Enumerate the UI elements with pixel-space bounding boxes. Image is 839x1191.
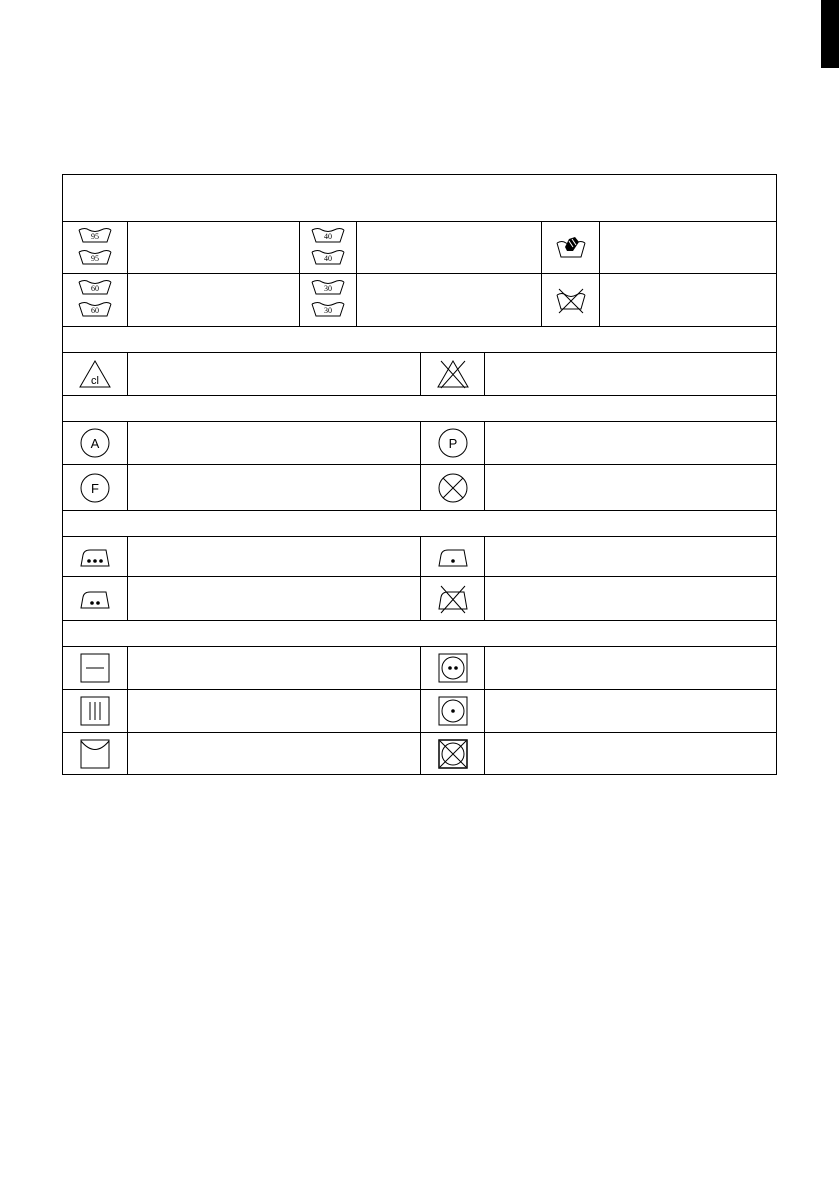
iron-high-icon xyxy=(63,537,127,576)
wash-60-description xyxy=(127,274,299,326)
do-not-iron-icon xyxy=(420,577,484,620)
tumble-dry-normal-description xyxy=(484,647,776,689)
svg-text:60: 60 xyxy=(91,306,99,315)
dry-flat-description xyxy=(127,647,420,689)
bleaching-section-label xyxy=(63,327,776,352)
washing-row-2 xyxy=(63,273,776,326)
svg-text:95: 95 xyxy=(91,253,99,263)
svg-text:F: F xyxy=(91,480,99,496)
tumble-dry-low-description xyxy=(484,690,776,732)
line-dry-description xyxy=(127,733,420,774)
ironing-section-label xyxy=(63,511,776,536)
dry-clean-a-icon xyxy=(63,422,127,464)
washing-row-1 xyxy=(63,221,776,273)
iron-low-icon xyxy=(420,537,484,576)
svg-text:A: A xyxy=(90,436,100,451)
do-not-dry-clean-icon xyxy=(420,465,484,510)
do-not-tumble-dry-description xyxy=(484,733,776,774)
care-symbols-table xyxy=(62,174,777,775)
iron-high-description xyxy=(127,537,420,576)
page-edge-mark xyxy=(821,0,839,68)
svg-text:40: 40 xyxy=(324,231,332,241)
wash-40-icon xyxy=(299,222,356,273)
bleach-cl-icon xyxy=(63,353,127,395)
drying-row-1 xyxy=(63,646,776,689)
dry-clean-p-description xyxy=(484,422,776,464)
table-heading-row xyxy=(63,175,776,221)
bleaching-row xyxy=(63,352,776,395)
iron-low-description xyxy=(484,537,776,576)
wash-30-icon xyxy=(299,274,356,326)
do-not-wash-icon xyxy=(541,274,599,326)
iron-medium-icon xyxy=(63,577,127,620)
svg-text:30: 30 xyxy=(324,284,332,293)
dry-clean-p-icon xyxy=(420,422,484,464)
drying-row-2 xyxy=(63,689,776,732)
svg-text:cl: cl xyxy=(91,375,99,387)
dry-clean-f-icon xyxy=(63,465,127,510)
do-not-dry-clean-description xyxy=(484,465,776,510)
hand-wash-description xyxy=(599,222,776,273)
dry-cleaning-section-header xyxy=(63,395,776,421)
dry-cleaning-row-2 xyxy=(63,464,776,510)
drip-dry-icon xyxy=(63,690,127,732)
hand-wash-icon xyxy=(541,222,599,273)
svg-text:60: 60 xyxy=(91,284,99,293)
wash-95-icon xyxy=(63,222,127,273)
do-not-tumble-dry-icon xyxy=(420,733,484,774)
wash-30-description xyxy=(356,274,541,326)
bleach-cl-description xyxy=(127,353,420,395)
drying-section-header xyxy=(63,620,776,646)
wash-95-description xyxy=(127,222,299,273)
dry-clean-a-description xyxy=(127,422,420,464)
svg-text:P: P xyxy=(448,436,457,451)
line-dry-icon xyxy=(63,733,127,774)
do-not-bleach-description xyxy=(484,353,776,395)
drip-dry-description xyxy=(127,690,420,732)
tumble-dry-low-icon xyxy=(420,690,484,732)
wash-40-description xyxy=(356,222,541,273)
do-not-bleach-icon xyxy=(420,353,484,395)
bleaching-section-header xyxy=(63,326,776,352)
do-not-wash-description xyxy=(599,274,776,326)
dry-flat-icon xyxy=(63,647,127,689)
wash-60-icon xyxy=(63,274,127,326)
drying-row-3 xyxy=(63,732,776,774)
svg-text:95: 95 xyxy=(91,231,99,241)
dry-clean-f-description xyxy=(127,465,420,510)
ironing-section-header xyxy=(63,510,776,536)
do-not-iron-description xyxy=(484,577,776,620)
svg-text:30: 30 xyxy=(324,306,332,315)
drying-section-label xyxy=(63,621,776,646)
ironing-row-1 xyxy=(63,536,776,576)
iron-medium-description xyxy=(127,577,420,620)
tumble-dry-normal-icon xyxy=(420,647,484,689)
dry-cleaning-section-label xyxy=(63,396,776,421)
ironing-row-2 xyxy=(63,576,776,620)
svg-text:40: 40 xyxy=(324,253,332,263)
dry-cleaning-row-1 xyxy=(63,421,776,464)
